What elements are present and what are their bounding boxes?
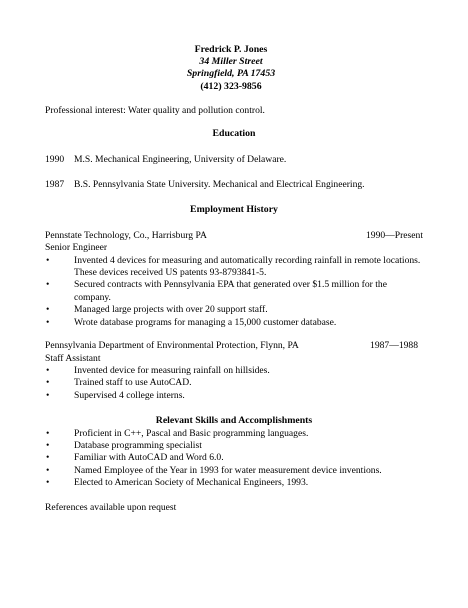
job-dates: 1987—1988 [370,340,418,352]
employment-heading: Employment History [190,204,278,216]
job-duties-list [45,255,423,329]
list-item-text: Trained staff to use AutoCAD. [74,377,192,389]
bullet-icon: • [46,279,50,291]
education-heading: Education [212,128,256,140]
job-position: Senior Engineer [45,242,108,254]
job-entry [45,340,423,402]
bullet-icon: • [46,452,50,464]
list-item [45,390,423,402]
list-item-text: Wrote database programs for managing a 15,000 customer database. [74,316,337,328]
street-address: 34 Miller Street [199,56,263,68]
skills-list [45,428,423,490]
resume-page [45,44,423,514]
bullet-icon: • [46,304,50,316]
list-item [45,465,423,477]
list-item-text: Invented 4 devices for measuring and automatically recording rainfall in remote locations. These devices received US patents 93-8793841-5. [74,254,421,279]
bullet-icon: • [46,439,50,451]
list-item [45,477,423,489]
list-item [45,317,423,329]
bullet-icon: • [46,254,50,266]
list-item-text: Managed large projects with over 20 support staff. [74,304,268,316]
bullet-icon: • [46,477,50,489]
job-duties-list [45,365,423,402]
education-degree: B.S. Pennsylvania State University. Mechanical and Electrical Engineering. [74,179,365,191]
phone-number: (412) 323-9856 [200,80,262,92]
list-item [45,279,423,304]
list-item-text: Secured contracts with Pennsylvania EPA that generated over $1.5 million for the company. [74,279,387,303]
contact-header [39,44,423,93]
list-item-text: Proficient in C++, Pascal and Basic programming languages. [74,427,309,439]
applicant-name: Fredrick P. Jones [194,44,268,55]
list-item-text: Supervised 4 college interns. [74,389,185,401]
job-employer: Pennstate Technology, Co., Harrisburg PA [45,229,207,241]
list-item [45,255,423,280]
list-item-text: Invented device for measuring rainfall on hillsides. [74,364,270,376]
list-item-text: Familiar with AutoCAD and Word 6.0. [74,452,224,464]
list-item [45,365,423,377]
education-degree: M.S. Mechanical Engineering, University of Delaware. [74,153,287,165]
job-header [45,230,423,242]
list-item [45,440,423,452]
list-item [45,452,423,464]
education-year: 1990 [45,153,65,165]
city-state-zip: Springfield, PA 17453 [186,68,276,80]
list-item-text: Database programming specialist [74,439,202,451]
bullet-icon: • [46,377,50,389]
references-note: References available upon request [45,501,177,513]
job-employer: Pennsylvania Department of Environmental Protection, Flynn, PA [45,340,299,352]
bullet-icon: • [46,364,50,376]
list-item [45,304,423,316]
list-item-text: Elected to American Society of Mechanical Engineers, 1993. [74,477,309,489]
job-entry [45,230,423,329]
education-year: 1987 [45,179,65,191]
bullet-icon: • [46,316,50,328]
bullet-icon: • [46,427,50,439]
list-item-text: Named Employee of the Year in 1993 for water measurement device inventions. [74,464,382,476]
education-entry [45,154,423,166]
bullet-icon: • [46,389,50,401]
skills-heading: Relevant Skills and Accomplishments [155,415,313,427]
list-item [45,428,423,440]
job-dates: 1990—Present [365,229,423,241]
education-entry [45,179,423,191]
bullet-icon: • [46,464,50,476]
job-position: Staff Assistant [45,352,101,364]
list-item [45,377,423,389]
professional-interest: Professional interest: Water quality and pollution control. [45,104,265,116]
job-header [45,340,423,352]
